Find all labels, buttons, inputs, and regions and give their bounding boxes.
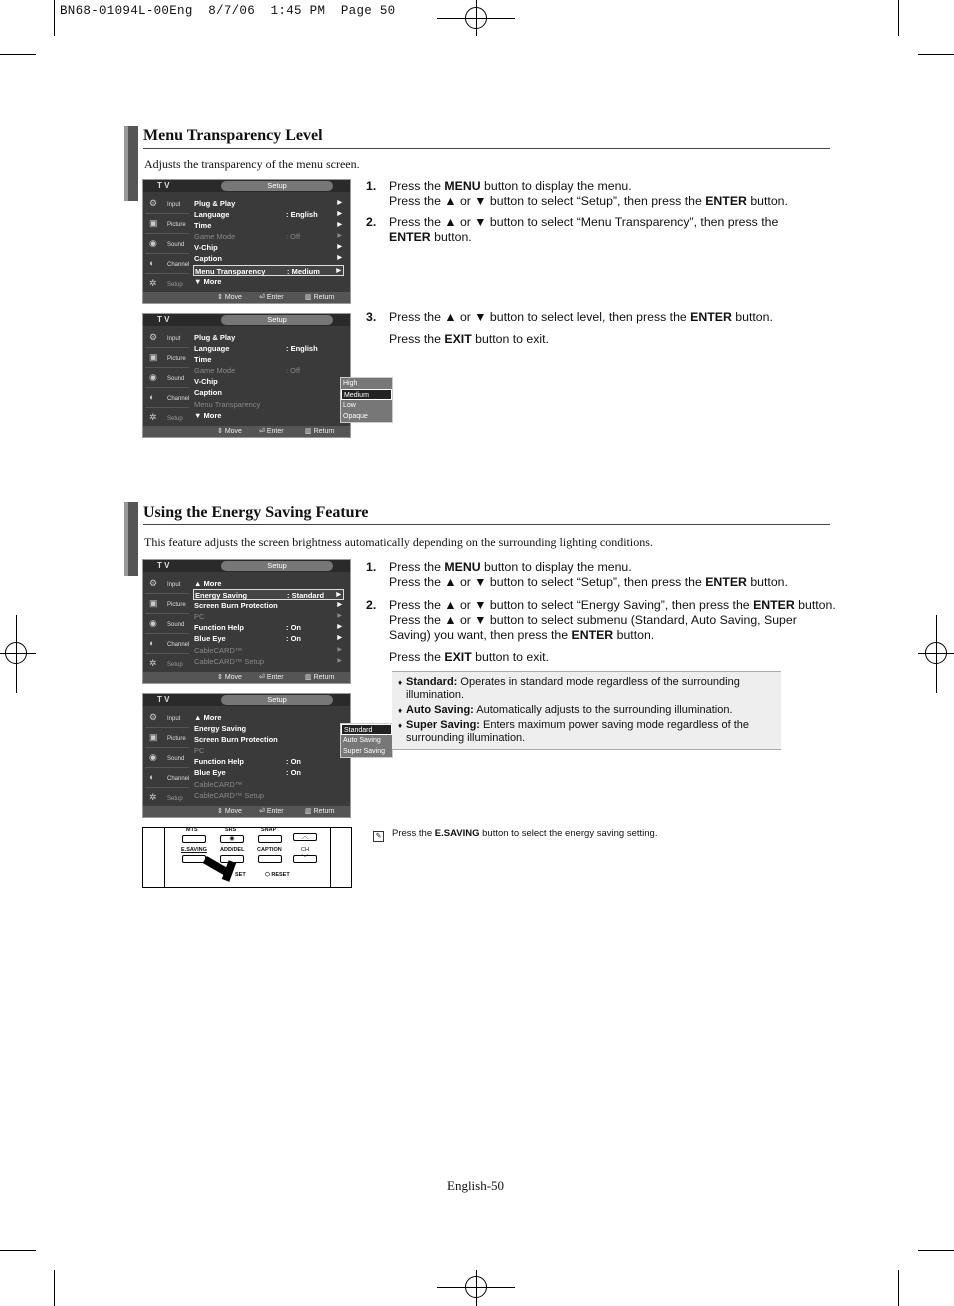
input-icon: ⚙ bbox=[149, 332, 158, 342]
osd-transparency-menu: T V Setup ⚙ Input ▣ Picture ◉ Sound ◐ Channel ✲ Setup Plug & Play Language : English Time Game Mode : Off V-Chip Caption Menu Transparency ▼ More High Medium Low Opaque ⇕ Move ⏎ Enter ▥ Return bbox=[142, 313, 351, 438]
sound-icon: ◉ bbox=[149, 752, 157, 762]
print-header: BN68-01094L-00Eng 8/7/06 1:45 PM Page 50 bbox=[60, 4, 396, 18]
section-title: Using the Energy Saving Feature bbox=[143, 504, 369, 521]
remote-illustration: MTS SRS SNAP ◉ ︿ E.SAVING ADD/DEL CAPTION CH ﹀ SET ⬡ RESET bbox=[142, 827, 352, 888]
setup-icon: ✲ bbox=[149, 412, 157, 422]
transparency-options: High Medium Low Opaque bbox=[340, 377, 393, 423]
osd-menu-list: Plug & Play ▶ Language : English ▶ Time ▶ Game Mode : Off ▶ V-Chip ▶ Caption ▶ Menu Transparency : Medium ▶ ▼ More bbox=[194, 199, 342, 286]
energy-options: Standard Auto Saving Super Saving bbox=[340, 723, 393, 758]
section-description: This feature adjusts the screen brightness automatically depending on the surrounding lighting conditions. bbox=[144, 535, 653, 549]
sound-icon: ◉ bbox=[149, 372, 157, 382]
chevron-down-icon: ﹀ bbox=[293, 855, 317, 863]
page-number: English-50 bbox=[447, 1178, 505, 1193]
chevron-up-icon: ︿ bbox=[293, 833, 317, 841]
setup-icon: ✲ bbox=[149, 658, 157, 668]
section-bar bbox=[124, 126, 138, 201]
note: ✎ Press the E.SAVING button to select the energy saving setting. bbox=[373, 828, 657, 842]
info-auto-saving: ♦ Auto Saving: Automatically adjusts to the surrounding illumination. bbox=[398, 704, 733, 716]
section-description: Adjusts the transparency of the menu screen. bbox=[144, 157, 360, 171]
section-rule bbox=[143, 524, 830, 525]
input-icon: ⚙ bbox=[149, 578, 158, 588]
input-icon: ⚙ bbox=[149, 198, 158, 208]
channel-icon: ◐ bbox=[149, 392, 155, 402]
setup-icon: ✲ bbox=[149, 792, 157, 802]
picture-icon: ▣ bbox=[149, 598, 158, 608]
section-rule bbox=[143, 148, 830, 149]
osd-footer: ⇕ Move ⏎ Enter ▥ Return bbox=[143, 292, 350, 303]
picture-icon: ▣ bbox=[149, 352, 158, 362]
osd-sidebar: ⚙ Input ▣ Picture ◉ Sound ◐ Channel ✲ Setup bbox=[145, 194, 189, 294]
setup-icon: ✲ bbox=[149, 278, 157, 288]
osd-energy-options: T V Setup ⚙ Input ▣ Picture ◉ Sound ◐ Channel ✲ Setup ▲ More Energy Saving Screen Burn Protection PC Function Help : On Blue Eye : On CableCARD™ CableCARD™ Setup Standard Auto Saving Super Saving ⇕ Move ⏎ Enter ▥ Return bbox=[142, 693, 351, 818]
osd-energy-menu: T V Setup ⚙ Input ▣ Picture ◉ Sound ◐ Channel ✲ Setup ▲ More Energy Saving : Standard ▶ Screen Burn Protection ▶ PC ▶ Function Help : On ▶ Blue Eye : On ▶ CableCARD™ ▶ CableCARD™ Setup ▶ ⇕ Move ⏎ Enter ▥ Return bbox=[142, 559, 351, 684]
channel-icon: ◐ bbox=[149, 258, 155, 268]
input-icon: ⚙ bbox=[149, 712, 158, 722]
sound-icon: ◉ bbox=[149, 238, 157, 248]
channel-icon: ◐ bbox=[149, 638, 155, 648]
picture-icon: ▣ bbox=[149, 732, 158, 742]
sound-icon: ◉ bbox=[149, 618, 157, 628]
picture-icon: ▣ bbox=[149, 218, 158, 228]
osd-setup-menu: T V Setup ⚙ Input ▣ Picture ◉ Sound ◐ Channel ✲ Setup Plug & Play ▶ Language : English ▶ Time ▶ Game Mode : Off ▶ V-Chip ▶ Caption ▶ Menu Transparency : Medium ▶ ▼ More ⇕ Move ⏎ Enter ▥ Return bbox=[142, 179, 351, 304]
channel-icon: ◐ bbox=[149, 772, 155, 782]
energy-mode-info bbox=[392, 671, 781, 750]
info-standard: ♦ Standard: Operates in standard mode regardless of the surrounding illumination. bbox=[398, 676, 740, 701]
info-super-saving: ♦ Super Saving: Enters maximum power saving mode regardless of the surrounding illumination. bbox=[398, 719, 749, 744]
section-bar bbox=[124, 502, 138, 576]
section-title: Menu Transparency Level bbox=[143, 127, 323, 144]
note-icon: ✎ bbox=[373, 831, 384, 842]
